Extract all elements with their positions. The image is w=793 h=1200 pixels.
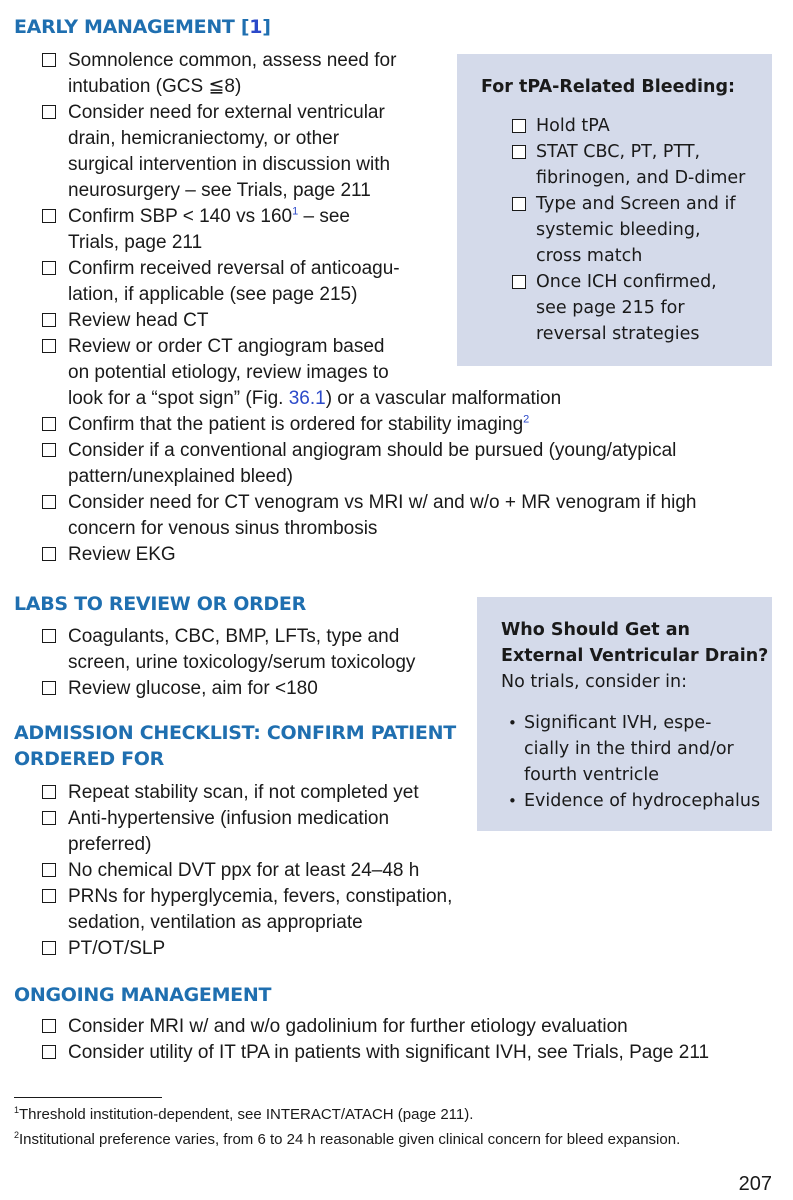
checklist-item: Consider MRI w/ and w/o gadolinium for further etiology evaluation: [42, 1014, 709, 1040]
checklist-item: Consider if a conventional angiogram should be pursued (young/atypical pattern/unexplained bleed): [42, 438, 697, 490]
checklist-item: Consider need for external ventricular drain, hemicraniectomy, or other surgical intervention in discussion with neurosurgery – see Trials, page 211: [42, 100, 697, 204]
checkbox[interactable]: [42, 339, 56, 353]
tpa-checklist: [512, 113, 772, 347]
checklist-item: Review or order CT angiogram based on potential etiology, review images to look for a “spot sign” (Fig. 36.1) or a vascular malformation: [42, 334, 697, 412]
checklist-item: PT/OT/SLP: [42, 936, 452, 962]
checkbox[interactable]: [42, 889, 56, 903]
admission-checklist-heading: ADMISSION CHECKLIST: CONFIRM PATIENT ORDERED FOR: [14, 722, 456, 770]
evd-box-subtitle: No trials, consider in:: [501, 672, 687, 692]
checklist-item: Consider need for CT venogram vs MRI w/ and w/o + MR venogram if high concern for venous sinus thrombosis: [42, 490, 697, 542]
tpa-bleeding-box: [457, 54, 772, 366]
labs-heading: LABS TO REVIEW OR ORDER: [14, 593, 306, 615]
checkbox[interactable]: [42, 941, 56, 955]
checkbox[interactable]: [512, 145, 526, 159]
footnote-1: $^1$Threshold institution-dependent, see INTERACT/ATACH (page 211).: [14, 1105, 474, 1123]
checklist-item: Once ICH confirmed, see page 215 for reversal strategies: [512, 269, 772, 347]
figure-link[interactable]: 36.1: [288, 388, 326, 409]
footnote-ref-2[interactable]: 2: [523, 413, 530, 426]
footnote-ref-1[interactable]: 1: [292, 205, 299, 218]
ongoing-management-checklist: [42, 1014, 709, 1066]
checkbox[interactable]: [42, 811, 56, 825]
tpa-box-title: For tPA-Related Bleeding:: [481, 77, 735, 97]
footnote-2: $^2$Institutional preference varies, from 6 to 24 h reasonable given clinical concern for bleed expansion.: [14, 1130, 681, 1148]
evd-bullet-list: [508, 710, 772, 814]
bullet-icon: •: [508, 792, 517, 810]
checklist-item: Anti-hypertensive (infusion medication preferred): [42, 806, 452, 858]
checklist-item: Hold tPA: [512, 113, 772, 139]
checkbox[interactable]: [42, 1019, 56, 1033]
checkbox[interactable]: [512, 197, 526, 211]
checklist-item: Coagulants, CBC, BMP, LFTs, type and screen, urine toxicology/serum toxicology: [42, 624, 415, 676]
bullet-icon: •: [508, 714, 517, 732]
checkbox[interactable]: [42, 1045, 56, 1059]
checkbox[interactable]: [42, 105, 56, 119]
checkbox[interactable]: [42, 313, 56, 327]
checkbox[interactable]: [42, 417, 56, 431]
checklist-item: Review glucose, aim for <180: [42, 676, 415, 702]
checkbox[interactable]: [42, 443, 56, 457]
checkbox[interactable]: [42, 863, 56, 877]
footnote-divider: [14, 1097, 162, 1098]
list-item: • Significant IVH, espe- cially in the third and/or fourth ventricle: [508, 710, 772, 788]
checklist-item: PRNs for hyperglycemia, fevers, constipation, sedation, ventilation as appropriate: [42, 884, 452, 936]
early-management-heading: EARLY MANAGEMENT [1]: [14, 16, 271, 38]
checklist-item: Consider utility of IT tPA in patients with significant IVH, see Trials, Page 211: [42, 1040, 709, 1066]
checklist-item: Confirm that the patient is ordered for stability imaging$^2$: [42, 412, 697, 438]
checkbox[interactable]: [42, 209, 56, 223]
checklist-item: Somnolence common, assess need for intubation (GCS ≦8): [42, 48, 697, 100]
checklist-item: Confirm received reversal of anticoagu- lation, if applicable (see page 215): [42, 256, 697, 308]
page-number: 207: [738, 1173, 772, 1195]
checklist-item: Review head CT: [42, 308, 697, 334]
list-item: • Evidence of hydrocephalus: [508, 788, 772, 814]
checkbox[interactable]: [42, 629, 56, 643]
checklist-item: No chemical DVT ppx for at least 24–48 h: [42, 858, 452, 884]
checkbox[interactable]: [42, 53, 56, 67]
labs-checklist: [42, 624, 415, 702]
checklist-item: STAT CBC, PT, PTT, fibrinogen, and D-dimer: [512, 139, 772, 191]
checkbox[interactable]: [42, 785, 56, 799]
ongoing-management-heading: ONGOING MANAGEMENT: [14, 984, 272, 1006]
checkbox[interactable]: [42, 261, 56, 275]
checkbox[interactable]: [42, 681, 56, 695]
checklist-item: Review EKG: [42, 542, 697, 568]
checkbox[interactable]: [512, 275, 526, 289]
evd-box: [477, 597, 772, 831]
checkbox[interactable]: [512, 119, 526, 133]
checklist-item: Confirm SBP < 140 vs 160$^1$ – see Trials, page 211: [42, 204, 697, 256]
evd-box-title: Who Should Get an External Ventricular Drain?: [501, 620, 769, 666]
admission-checklist: [42, 780, 452, 962]
checklist-item: Repeat stability scan, if not completed yet: [42, 780, 452, 806]
checkbox[interactable]: [42, 495, 56, 509]
checkbox[interactable]: [42, 547, 56, 561]
reference-link[interactable]: [1]: [240, 16, 271, 38]
checklist-item: Type and Screen and if systemic bleeding, cross match: [512, 191, 772, 269]
